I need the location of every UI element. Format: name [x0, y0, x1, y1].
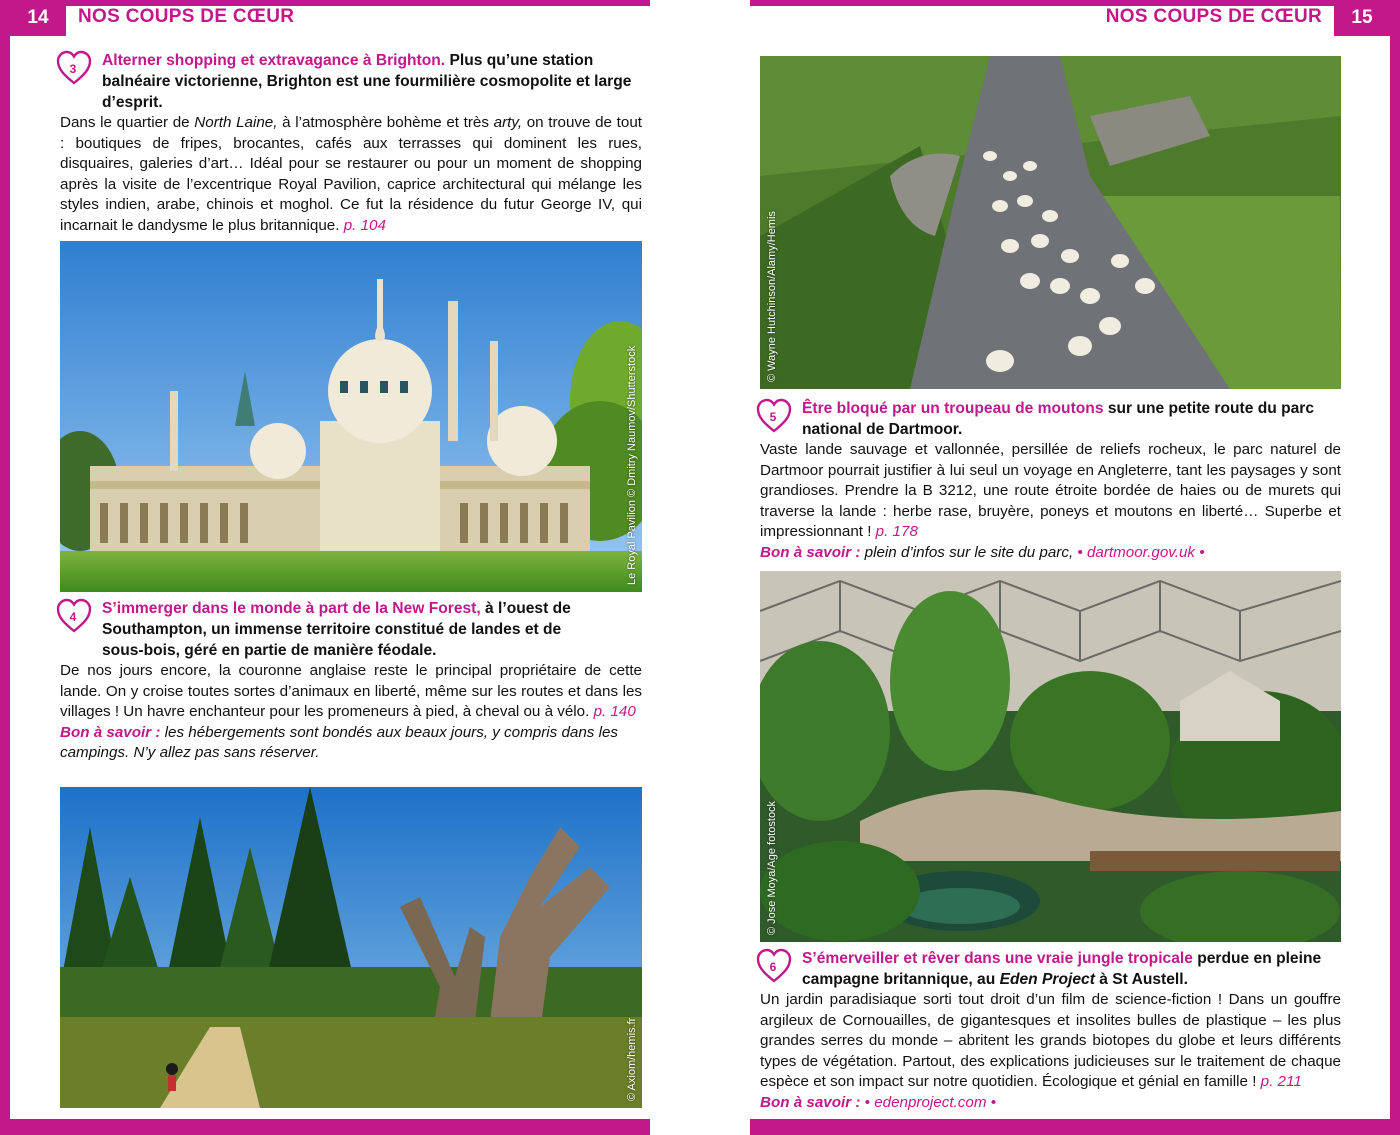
entry-body [760, 990, 1341, 1093]
page-reference: p. 104 [343, 216, 386, 234]
body-italic: arty, [493, 114, 523, 131]
entry-body [760, 440, 1341, 543]
body-part: Dans le quartier de [60, 114, 195, 131]
good-to-know [760, 1093, 1341, 1114]
heart-number-badge [56, 598, 94, 634]
entry-title [102, 598, 572, 661]
entry-body [60, 113, 642, 237]
body-part: Vaste lande sauvage et vallonnée, persillée de reliefs rocheux, le parc naturel de Dartmoor pourrait justifier à lui seul un voyage en Angleterre, tant les paysages y sont grandioses. Prendre la B 3212, une route étroite bordée de haies ou de murets qui traverse la lande : herbe rase, bruyère, poneys et moutons en liberté… Superbe et impressionnant ! [760, 441, 1341, 541]
title-rest: perdue en pleine campagne britannique, au [802, 950, 1322, 988]
title-highlight: S’immerger dans le monde à part de la New Forest, [102, 600, 481, 617]
body-part: De nos jours encore, la couronne anglaise reste le principal propriétaire de cette lande. On y croise toutes sortes d’animaux en liberté, même sur les routes et dans les villages ! Un havre enchanteur pour les promeneurs à pied, à cheval ou à vélo. [60, 662, 642, 721]
good-to-know [760, 543, 1341, 564]
entry-number: 3 [69, 62, 77, 76]
title-highlight: Être bloqué par un troupeau de moutons [802, 400, 1104, 417]
good-to-know-text: plein d’infos sur le site du parc, [860, 543, 1078, 561]
body-part: à l’atmosphère bohème et très [277, 114, 494, 131]
entry-title [802, 948, 1341, 990]
heart-number-badge [56, 50, 94, 86]
page-reference: p. 178 [875, 523, 918, 541]
right-running-head: NOS COUPS DE CŒUR [1105, 6, 1322, 27]
website-link[interactable]: • edenproject.com • [860, 1093, 997, 1111]
good-to-know [60, 723, 642, 764]
good-to-know-text: les hébergements sont bondés aux beaux jours, y compris dans les campings. N’y allez pas sans réserver. [60, 723, 619, 762]
left-running-head: NOS COUPS DE CŒUR [78, 6, 295, 27]
title-highlight: Alterner shopping et extravagance à Brighton. [102, 52, 446, 69]
title-italic: Eden Project [999, 971, 1095, 988]
body-italic: North Laine, [194, 114, 278, 131]
good-to-know-label: Bon à savoir : [760, 543, 861, 561]
title-rest: Plus qu’une station balnéaire victorienne, Brighton est une fourmilière cosmopolite et large d’esprit. [102, 52, 632, 111]
entry-number: 5 [769, 410, 777, 424]
title-rest: à l’ouest de Southampton, un immense territoire constitué de landes et de sous-bois, géré en partie de manière féodale. [102, 600, 571, 659]
photo-credit: Le Royal Pavilion © Dmitry Naumov/Shutterstock [626, 345, 638, 585]
entry-4 [60, 598, 642, 764]
entry-6 [760, 948, 1341, 1114]
heart-number-badge [756, 398, 794, 434]
page-reference: p. 140 [593, 703, 636, 721]
page-reference: p. 211 [1260, 1073, 1302, 1091]
page-gutter [650, 0, 750, 1135]
photo-eden-project [760, 571, 1341, 942]
left-page-number: 14 [10, 0, 66, 36]
right-page-number: 15 [1334, 0, 1390, 36]
good-to-know-label: Bon à savoir : [60, 723, 161, 741]
photo-credit: © Jose Moya/Age fotostock [766, 800, 778, 935]
title-rest: à St Austell. [1094, 971, 1188, 988]
entry-number: 6 [769, 960, 777, 974]
entry-title [802, 398, 1341, 440]
photo-credit: © Wayne Hutchinson/Alamy/Hemis [766, 211, 778, 382]
body-part: Un jardin paradisiaque sorti tout droit d’un film de science-fiction ! Dans un gouffre argileux de Cornouailles, de gigantesques et insolites bulles de plastique – les plus grandes serres du monde – abritent les grands biotopes du globe et leurs différents types de végétation. Partout, des explications judicieuses sur le traitement de chaque espèce et son impact sur notre quotidien. Écologique et génial en famille ! [760, 991, 1341, 1091]
photo-royal-pavilion [60, 241, 642, 592]
title-highlight: S’émerveiller et rêver dans une vraie jungle tropicale [802, 950, 1193, 967]
entry-number: 4 [69, 610, 77, 624]
entry-body [60, 661, 642, 723]
photo-new-forest [60, 787, 642, 1108]
body-part: on trouve de tout : boutiques de fripes, brocantes, cafés aux terrasses qui dominent les rues, disquaires, galeries d’art… Idéal pour se restaurer ou pour un moment de shopping après la visite de l’excentrique Royal Pavilion, caprice architectural qui mélange les styles indien, arabe, chinois et moghol. Ce fut la résidence du futur George IV, qui incarnait le dandysme le plus britannique. [60, 114, 642, 234]
photo-credit: © Axiom/hemis.fr [626, 1017, 638, 1101]
website-link[interactable]: • dartmoor.gov.uk • [1077, 543, 1205, 561]
entry-5 [760, 398, 1341, 564]
left-frame-bar [0, 0, 10, 1135]
title-rest: sur une petite route du parc national de Dartmoor. [802, 400, 1315, 438]
entry-3 [60, 50, 642, 237]
photo-sheep-dartmoor [760, 56, 1341, 389]
heart-number-badge [756, 948, 794, 984]
entry-title [102, 50, 642, 113]
right-frame-bar [1390, 0, 1400, 1135]
good-to-know-label: Bon à savoir : [760, 1093, 861, 1111]
